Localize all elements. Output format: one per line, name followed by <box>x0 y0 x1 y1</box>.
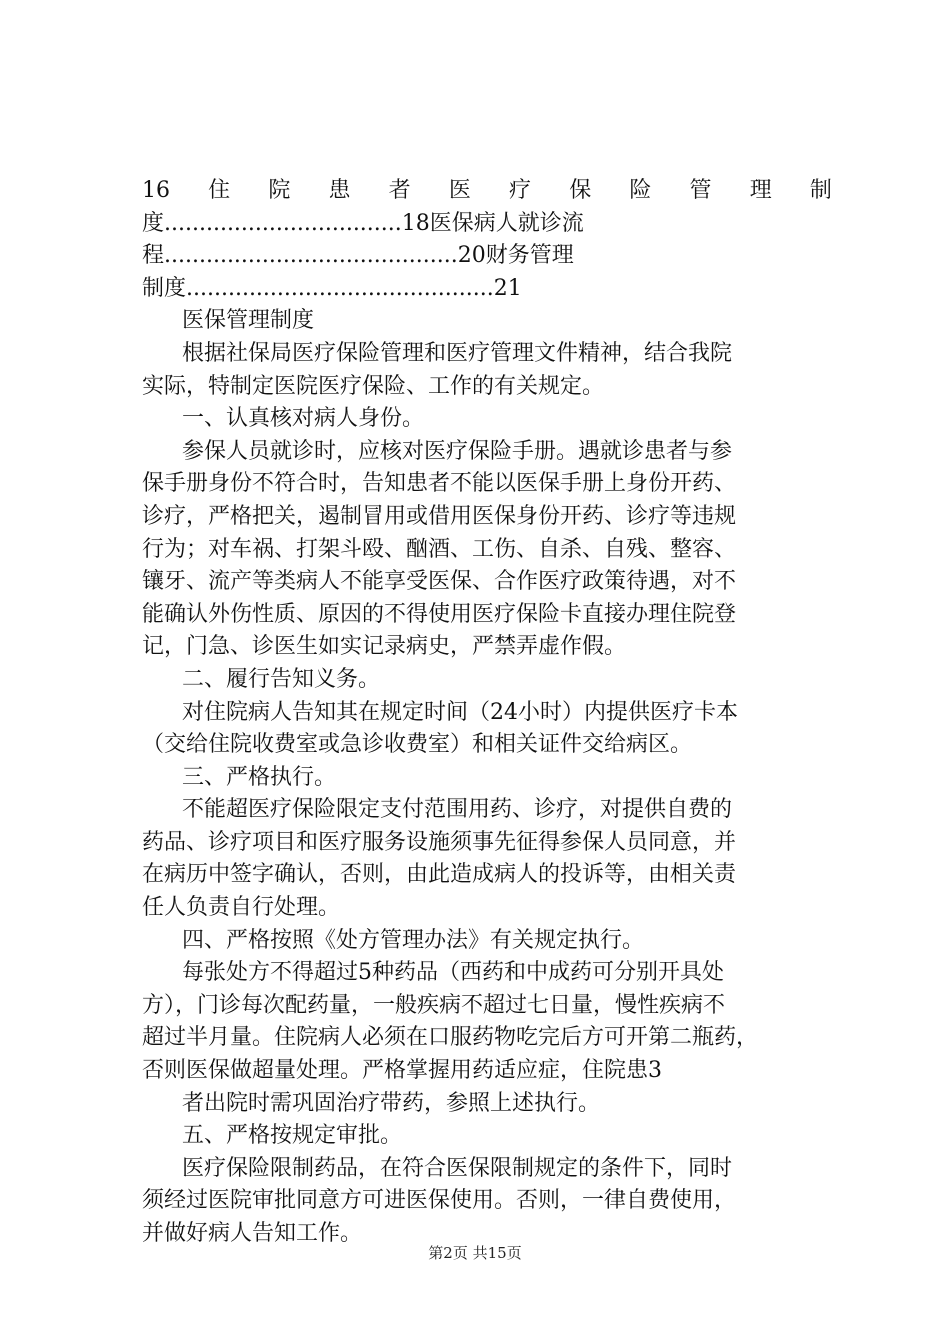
section-title: 医保管理制度 <box>182 308 315 334</box>
toc-char: 险 <box>629 178 652 203</box>
toc-char: 管 <box>689 178 712 203</box>
paragraph-line: 镶牙、流产等类病人不能享受医保、合作医疗政策待遇，对不 <box>142 569 737 595</box>
document-body <box>142 175 832 1251</box>
paragraph-line: 任人负责自行处理。 <box>142 895 341 921</box>
paragraph-line: 药品、诊疗项目和医疗服务设施须事先征得参保人员同意，并 <box>142 829 737 855</box>
paragraph-line: 参保人员就诊时，应核对医疗保险手册。遇就诊患者与参 <box>182 438 733 464</box>
toc-char: 者 <box>388 178 411 203</box>
paragraph-line: 不能超医疗保险限定支付范围用药、诊疗，对提供自费的 <box>182 797 733 823</box>
paragraph-line: 记，门急、诊医生如实记录病史，严禁弄虚作假。 <box>142 634 627 660</box>
toc-char: 制 <box>809 178 832 203</box>
paragraph-line: 保手册身份不符合时，告知患者不能以医保手册上身份开药、 <box>142 471 737 497</box>
paragraph-line: 每张处方不得超过5种药品（西药和中成药可分别开具处 <box>182 960 724 986</box>
paragraph-line: 须经过医院审批同意方可进医保使用。否则，一律自费使用， <box>142 1188 737 1214</box>
toc-char: 保 <box>569 178 592 203</box>
toc-char: 16 <box>142 178 170 203</box>
paragraph-line: 实际，特制定医院医疗保险、工作的有关规定。 <box>142 373 605 399</box>
toc-char: 疗 <box>509 178 532 203</box>
paragraph-line: （交给住院收费室或急诊收费室）和相关证件交给病区。 <box>142 732 693 758</box>
toc-line-4: 制度............................................21 <box>142 275 522 301</box>
paragraph-line: 并做好病人告知工作。 <box>142 1221 363 1246</box>
section-heading: 五、严格按规定审批。 <box>182 1123 403 1149</box>
paragraph-line: 在病历中签字确认，否则，由此造成病人的投诉等，由相关责 <box>142 862 737 888</box>
paragraph-line: 诊疗，严格把关，遏制冒用或借用医保身份开药、诊疗等违规 <box>142 503 737 529</box>
toc-line-2: 度..................................18医保病人就诊流 <box>142 210 584 236</box>
paragraph-line: 对住院病人告知其在规定时间（24小时）内提供医疗卡本 <box>182 699 738 725</box>
paragraph-line: 超过半月量。住院病人必须在口服药物吃完后方可开第二瓶药， <box>142 1025 759 1051</box>
toc-line-3: 程..........................................20财务管理 <box>142 243 574 269</box>
section-heading: 三、严格执行。 <box>182 764 337 790</box>
toc-line-1 <box>142 175 832 208</box>
toc-char: 院 <box>268 178 291 203</box>
toc-char: 医 <box>448 178 471 203</box>
paragraph-line: 方），门诊每次配药量，一般疾病不超过七日量，慢性疾病不 <box>142 992 726 1018</box>
toc-char: 理 <box>749 178 772 203</box>
section-heading: 二、履行告知义务。 <box>182 666 381 692</box>
toc-char: 住 <box>208 178 231 203</box>
paragraph-line: 能确认外伤性质、原因的不得使用医疗保险卡直接办理住院登 <box>142 601 737 627</box>
paragraph-line: 根据社保局医疗保险管理和医疗管理文件精神，结合我院 <box>182 340 733 366</box>
paragraph-line: 者出院时需巩固治疗带药，参照上述执行。 <box>182 1090 601 1116</box>
page-footer: 第2页 共15页 <box>428 1244 522 1262</box>
section-heading: 四、严格按照《处方管理办法》有关规定执行。 <box>182 927 645 953</box>
toc-char: 患 <box>328 178 351 203</box>
paragraph-line: 行为；对车祸、打架斗殴、酗酒、工伤、自杀、自残、整容、 <box>142 536 737 562</box>
section-heading: 一、认真核对病人身份。 <box>182 406 425 432</box>
paragraph-line: 否则医保做超量处理。严格掌握用药适应症，住院患3 <box>142 1058 662 1084</box>
paragraph-line: 医疗保险限制药品，在符合医保限制规定的条件下，同时 <box>182 1155 733 1181</box>
